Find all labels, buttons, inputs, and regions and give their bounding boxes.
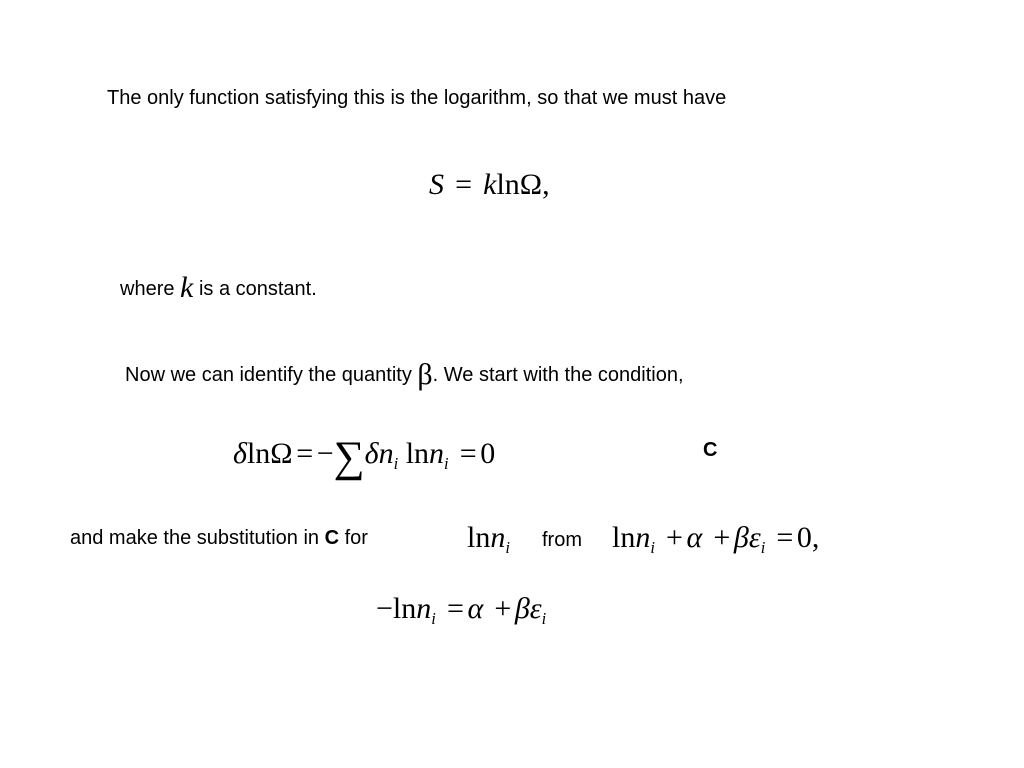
n-variable: n (378, 437, 394, 471)
identify-line (125, 360, 684, 390)
comma: , (811, 521, 820, 554)
plus-sign: + (494, 592, 512, 625)
minus-sign: − (316, 437, 334, 471)
subscript-i-2: i (760, 537, 766, 557)
beta-symbol: β (417, 358, 433, 391)
epsilon-symbol: ε (529, 592, 542, 625)
plus-sign: + (666, 521, 683, 554)
epsilon-symbol: ε (748, 521, 761, 554)
intro-text: The only function satisfying this is the logarithm, so that we must have (107, 87, 727, 109)
equals-sign: = (296, 437, 314, 471)
substitution-line (70, 528, 368, 548)
entropy-equation (429, 170, 550, 200)
omega-symbol: Ω (519, 168, 543, 201)
plus-sign-2: + (713, 521, 731, 554)
condition-text: . We start with the condition, (432, 364, 684, 386)
equals-sign: = (446, 592, 464, 625)
condition-equation (233, 433, 496, 481)
ln-operator: ln (246, 437, 271, 471)
subscript-i-2: i (444, 453, 449, 473)
ln-operator: ln (496, 168, 520, 201)
lagrange-equation (612, 521, 820, 557)
ln-operator-2: ln (405, 437, 430, 471)
delta-symbol: δ (233, 437, 247, 471)
subscript-i: i (393, 453, 399, 473)
ln-operator: ln (612, 521, 636, 554)
subscript-i: i (650, 537, 655, 557)
subscript-i-2: i (541, 608, 547, 628)
equals-sign: = (776, 521, 794, 554)
entropy-symbol: S (429, 168, 444, 201)
for-word: for (344, 527, 368, 549)
beta-symbol: β (733, 521, 749, 554)
subscript-i: i (505, 537, 510, 557)
label-c: C (703, 439, 718, 461)
substitution-text: and make the substitution in (70, 527, 320, 549)
from-word: from (542, 529, 582, 551)
result-equation (376, 592, 547, 628)
ln-ni-expression (467, 521, 510, 557)
n-variable: n (635, 521, 651, 554)
ln-operator: ln (392, 592, 417, 625)
comma: , (542, 168, 550, 201)
ln-operator: ln (467, 521, 491, 554)
n-variable-2: n (429, 437, 445, 471)
identify-text: Now we can identify the quantity (125, 364, 412, 386)
label-c-ref: C (324, 527, 340, 549)
zero: 0 (480, 437, 496, 471)
sum-symbol: ∑ (333, 433, 365, 481)
equals-sign-2: = (459, 437, 477, 471)
constant-k: k (483, 168, 497, 201)
zero: 0 (796, 521, 812, 554)
subscript-i: i (431, 608, 436, 628)
n-variable: n (416, 592, 432, 625)
alpha-symbol: α (467, 592, 484, 625)
delta-symbol-2: δ (364, 437, 379, 471)
is-constant-text: is a constant. (198, 278, 317, 300)
n-variable: n (490, 521, 506, 554)
where-line (120, 273, 317, 303)
omega-symbol: Ω (270, 437, 293, 471)
beta-symbol: β (514, 592, 530, 625)
alpha-symbol: α (686, 521, 703, 554)
minus-sign: − (376, 592, 393, 625)
equals-sign: = (455, 168, 473, 201)
where-word: where (120, 278, 175, 300)
constant-k-inline: k (180, 271, 194, 304)
